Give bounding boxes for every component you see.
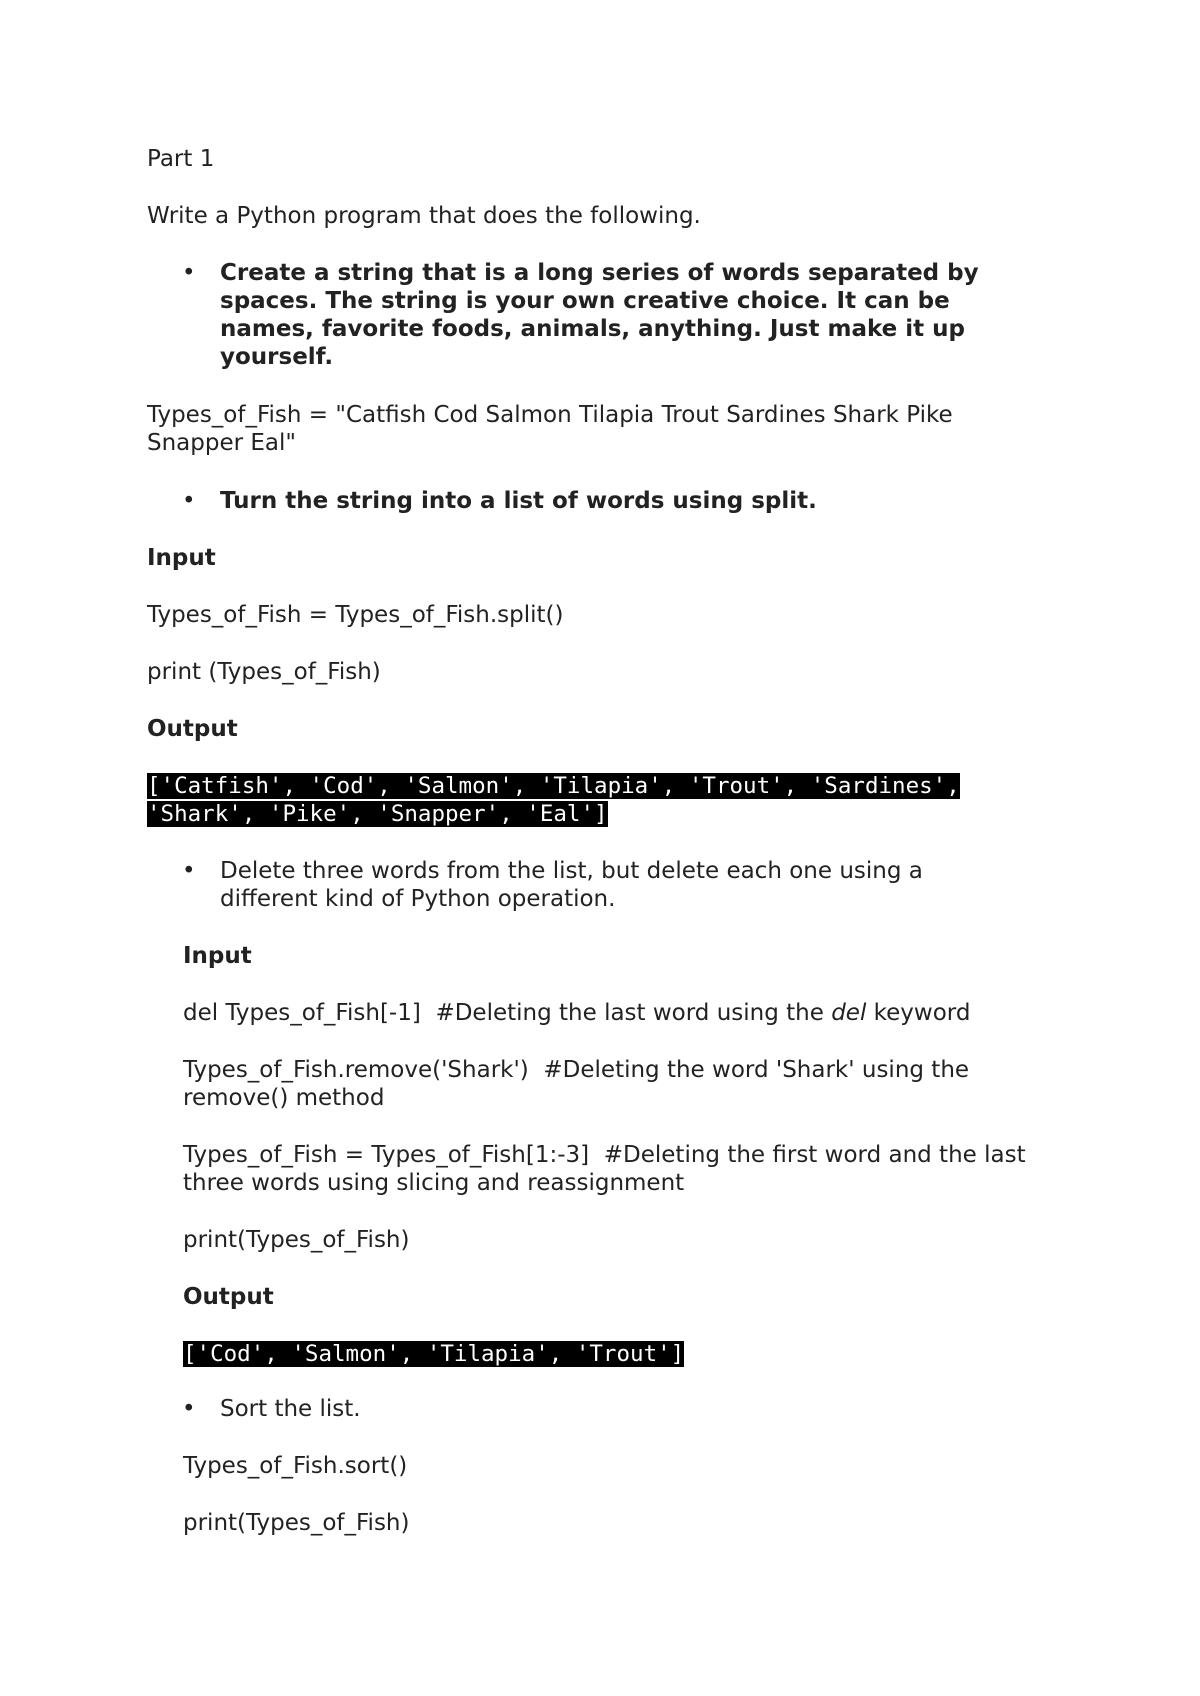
output-line: 'Shark', 'Pike', 'Snapper', 'Eal']: [147, 801, 608, 827]
bullet-dot: •: [182, 260, 196, 286]
slice-code-line: Types_of_Fish = Types_of_Fish[1:-3] #Deleting the first word and the last three words using slicing and reassignment: [183, 1142, 1033, 1196]
sort-code-line: Types_of_Fish.sort(): [183, 1453, 408, 1479]
del-code: del Types_of_Fish[-1] #Deleting the last word using the: [183, 1000, 832, 1026]
bullet-dot: •: [182, 1396, 196, 1422]
output-line: ['Cod', 'Salmon', 'Tilapia', 'Trout']: [183, 1341, 685, 1367]
print-code-line-2: print(Types_of_Fish): [183, 1227, 410, 1253]
bullet-delete-words: Delete three words from the list, but delete each one using a different kind of Python operation.: [220, 858, 931, 912]
bullet-dot: •: [182, 858, 196, 884]
intro-text: Write a Python program that does the following.: [147, 203, 701, 229]
print-code-line-3: print(Types_of_Fish): [183, 1510, 410, 1536]
del-code-suffix: keyword: [866, 1000, 971, 1026]
string-definition: Types_of_Fish = "Catfish Cod Salmon Tilapia Trout Sardines Shark Pike Snapper Eal": [147, 402, 961, 456]
bullet-sort: Sort the list.: [220, 1396, 361, 1422]
del-keyword: del: [831, 1000, 867, 1026]
remove-code-line: Types_of_Fish.remove('Shark') #Deleting the word 'Shark' using the remove() method: [183, 1057, 977, 1111]
bullet-split: Turn the string into a list of words using split.: [220, 488, 817, 514]
print-code-line: print (Types_of_Fish): [147, 659, 381, 685]
output-line: ['Catfish', 'Cod', 'Salmon', 'Tilapia', 'Trout', 'Sardines',: [147, 773, 960, 799]
bullet-create-string: Create a string that is a long series of words separated by spaces. The string is your own creative choice. It can be names, favorite foods, animals, anything. Just make it up yourself.: [220, 260, 987, 370]
input-label-2: Input: [183, 943, 252, 969]
del-code-line: [183, 999, 1063, 1027]
output-list-full: [147, 772, 960, 828]
part-heading: Part 1: [147, 146, 215, 172]
output-label: Output: [147, 716, 238, 742]
split-code-line: Types_of_Fish = Types_of_Fish.split(): [147, 602, 564, 628]
output-list-trimmed: [183, 1340, 684, 1368]
input-label: Input: [147, 545, 216, 571]
bullet-dot: •: [182, 488, 196, 514]
output-label-2: Output: [183, 1284, 274, 1310]
